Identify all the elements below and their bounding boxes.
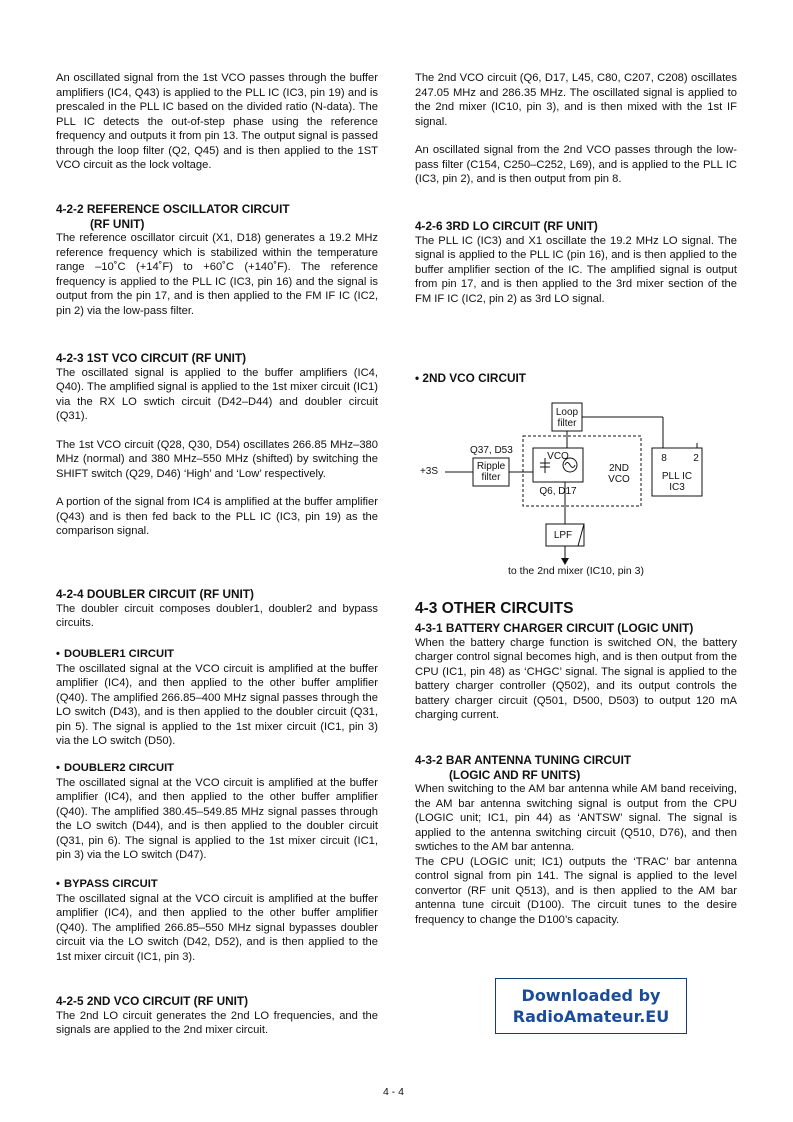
chapter-heading: 4-3 OTHER CIRCUITS [415, 600, 574, 617]
section-4-2-5 [56, 994, 378, 1038]
diagram-title: • 2ND VCO CIRCUIT [415, 371, 526, 385]
section-4-2-6 [415, 219, 737, 306]
pll-ic-label [652, 471, 702, 493]
vco2-continued [415, 71, 737, 187]
vco-label: VCO [547, 451, 569, 462]
vco2-block-diagram [415, 388, 745, 578]
section-paragraph: The CPU (LOGIC unit; IC1) outputs the ‘TRAC’ bar antenna control signal from pin 141. The signal is applied to the level convertor (RF unit Q513), and is then applied to the AM bar antenna tune circuit (D100). The circuit tunes to the desire frequency to change the D100’s capacity. [415, 855, 737, 926]
subheading: • DOUBLER1 CIRCUIT [56, 648, 175, 660]
page-number: 4 - 4 [383, 1086, 405, 1098]
section-heading: 4-2-4 DOUBLER CIRCUIT (RF UNIT) [56, 587, 254, 601]
ripple-filter-label [473, 461, 509, 483]
section-body: The doubler circuit composes doubler1, doubler2 and bypass circuits. [56, 602, 378, 629]
download-badge [495, 978, 687, 1034]
bypass-section [56, 877, 378, 964]
subheading-text: BYPASS CIRCUIT [64, 878, 158, 890]
label-line: Ripple [476, 461, 506, 472]
subsection-body: The oscillated signal at the VCO circuit is amplified at the buffer amplifier (IC4), and then applied to the other buffer amplifier (Q40). The amplified 380.45–549.85 MHz signal passes through the LO switch (D44), and is then applied to the doubler circuit (Q31, pin 6). The signal is applied to the 1st mixer circuit (IC1, pin 3) via the LO switch (D47). [56, 776, 378, 861]
section-body: The PLL IC (IC3) and X1 oscillate the 19.2 MHz LO signal. The signal is applied to the PLL IC (pin 16), and is then applied to the buffer amplifier section of the IC. The amplified signal is output from pin 17, and is then applied to the 3rd mixer section of the FM IF IC (IC2, pin 2) as 3rd LO signal. [415, 234, 737, 305]
badge-line-1: Downloaded by [521, 986, 661, 1005]
pin-8-label: 8 [661, 453, 667, 464]
section-heading [415, 753, 737, 782]
label-line: filter [481, 472, 501, 483]
subheading: • BYPASS CIRCUIT [56, 878, 158, 890]
subheading: • DOUBLER2 CIRCUIT [56, 762, 175, 774]
section-4-3 [415, 600, 737, 723]
heading-line-2: (RF UNIT) [90, 216, 145, 231]
pin-2-label: 2 [693, 453, 699, 464]
label-line: filter [557, 418, 577, 429]
section-body: When the battery charge function is switched ON, the battery charger control signal becomes high, and is then output from the CPU (IC1, pin 48) as ‘CHGC’ signal. The signal is applied to the battery charger controller (Q502), and its output controls the battery charger circuit (Q501, D500, D503) to output 120 mA charging current. [415, 636, 737, 721]
subheading-text: DOUBLER1 CIRCUIT [64, 648, 175, 660]
loop-filter-label [552, 407, 582, 429]
section-body: The 2nd LO circuit generates the 2nd LO frequencies, and the signals are applied to the 2nd mixer circuit. [56, 1009, 378, 1036]
section-body: The reference oscillator circuit (X1, D18) generates a 19.2 MHz reference frequency which is stabilized within the temperature range –10˚C (+14˚F) to +60˚C (+140˚F). The reference frequency is applied to the PLL IC (IC3, pin 16) and the signal is output from the pin 17, and is then applied to the FM IF IC (IC2, pin 2) via the low-pass filter. [56, 232, 378, 317]
label-line: IC3 [669, 482, 685, 493]
section-heading [56, 202, 378, 231]
badge-line-2: RadioAmateur.EU [512, 1007, 670, 1026]
output-arrow-icon [561, 558, 569, 565]
q6-label: Q6, D17 [539, 486, 577, 497]
subheading-text: DOUBLER2 CIRCUIT [64, 762, 175, 774]
q37-label: Q37, D53 [470, 445, 513, 456]
diagram-caption: to the 2nd mixer (IC10, pin 3) [508, 565, 644, 577]
section-paragraph: The 1st VCO circuit (Q28, Q30, D54) oscillates 266.85 MHz–380 MHz (normal) and 380 MHz–550 MHz (shifted) by switching the SHIFT switch (Q29, D46) ‘High’ and ‘Low’ respectively. [56, 438, 378, 480]
section-heading: 4-3-1 BATTERY CHARGER CIRCUIT (LOGIC UNIT) [415, 621, 694, 635]
section-paragraph: When switching to the AM bar antenna while AM band receiving, the AM bar antenna switching signal is output from the CPU (LOGIC unit; IC1, pin 44) as ‘ANTSW’ signal. The signal is applied to the antenna switching circuit (Q510, D76), and then swtiches to the AM bar antenna. [415, 783, 737, 853]
intro-section [56, 71, 378, 173]
paragraph: An oscillated signal from the 2nd VCO passes through the low-pass filter (C154, C250–C252, L69), and is applied to the PLL IC (IC3, pin 2), and is then output from pin 8. [415, 144, 737, 185]
label-line: 2ND [608, 463, 629, 474]
section-heading: 4-2-5 2ND VCO CIRCUIT (RF UNIT) [56, 994, 249, 1008]
heading-line-1: 4-3-2 BAR ANTENNA TUNING CIRCUIT [415, 753, 632, 767]
section-4-2-4 [56, 587, 378, 631]
doubler2-section [56, 761, 378, 863]
heading-line-1: 4-2-2 REFERENCE OSCILLATOR CIRCUIT [56, 202, 290, 216]
section-4-3-2 [415, 753, 737, 927]
section-paragraph: A portion of the signal from IC4 is amplified at the buffer amplifier (Q43) and is then fed back to the PLL IC (IC3, pin 19) as the comparison signal. [56, 496, 378, 537]
section-heading: 4-2-3 1ST VCO CIRCUIT (RF UNIT) [56, 351, 247, 365]
subsection-body: The oscillated signal at the VCO circuit is amplified at the buffer amplifier (IC4), and then applied to the other buffer amplifier (Q40). The amplified 266.85–400 MHz signal passes through the LO switch (D43), and is then applied to the doubler circuit (Q31, pin 5). The signal is applied to the 1st mixer circuit (IC1, pin 3) via the LO switch (D50). [56, 662, 378, 747]
paragraph: The 2nd VCO circuit (Q6, D17, L45, C80, C207, C208) oscillates 247.05 MHz and 286.35 MHz. The oscillated signal is applied to the 2nd mixer (IC10, pin 3), and is then mixed with the 1st IF signal. [415, 72, 737, 128]
plus3s-label: +3S [419, 466, 439, 477]
doubler1-section [56, 647, 378, 749]
section-4-2-2 [56, 202, 378, 318]
section-heading: 4-2-6 3RD LO CIRCUIT (RF UNIT) [415, 219, 598, 233]
label-line: PLL IC [661, 471, 693, 482]
section-paragraph: The oscillated signal is applied to the buffer amplifiers (IC4, Q40). The amplified signal is applied to the 1st mixer circuit (IC1) via the RX LO swtich circuit (D42–D44) and doubler circuit (Q31). [56, 366, 378, 422]
lpf-label: LPF [553, 530, 573, 541]
second-vco-label [599, 463, 639, 485]
label-line: VCO [608, 474, 630, 485]
heading-line-2: (LOGIC AND RF UNITS) [449, 767, 581, 782]
subsection-body: The oscillated signal at the VCO circuit is amplified at the buffer amplifier (IC4), and then applied to the other buffer amplifier (Q40). The amplified 266.85–550 MHz signal bypasses doubler circuit via the LO switch (D42, D52), and is then applied to the 1st mixer circuit (IC1, pin 3). [56, 892, 378, 963]
intro-paragraph: An oscillated signal from the 1st VCO passes through the buffer amplifiers (IC4, Q43) is applied to the PLL IC (IC3, pin 19) and is prescaled in the PLL IC based on the divided ratio (N-data). The PLL IC detects the out-of-step phase using the reference frequency and outputs it from pin 13. The output signal is passed through the loop filter (Q2, Q45) and is then applied to the 1ST VCO circuit as the lock voltage. [56, 72, 378, 171]
label-line: Loop [555, 407, 579, 418]
section-4-2-3 [56, 351, 378, 539]
